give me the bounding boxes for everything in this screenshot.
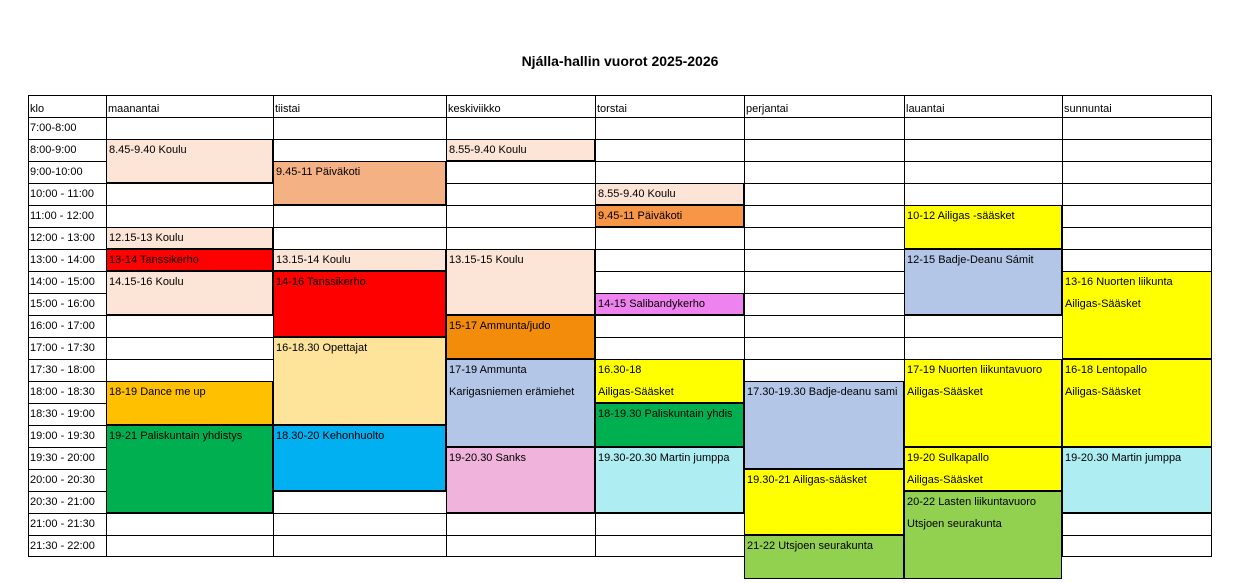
schedule-event — [106, 249, 273, 271]
schedule-event — [273, 337, 446, 425]
event-text: 12-15 Badje-Deanu Sámit — [907, 254, 1034, 266]
time-label: 19:00 - 19:30 — [30, 430, 95, 442]
header-day-2: tiistai — [275, 103, 301, 115]
event-text: 9.45-11 Päiväkoti — [598, 210, 683, 222]
event-text: 15-17 Ammunta/judo — [449, 320, 551, 332]
time-label: 18:30 - 19:00 — [30, 408, 95, 420]
event-text: 13.15-14 Koulu — [276, 254, 351, 266]
event-text: 18.30-20 Kehonhuolto — [276, 430, 385, 442]
event-text: Ailigas-Sääsket — [598, 386, 674, 398]
event-text: Ailigas-Sääsket — [907, 386, 983, 398]
schedule-event — [595, 205, 744, 227]
schedule-event — [1062, 359, 1212, 447]
event-text: Ailigas-Sääsket — [1065, 386, 1141, 398]
schedule-event — [446, 315, 595, 359]
event-text: 18-19.30 Paliskuntain yhdis — [598, 408, 733, 420]
header-day-4: torstai — [597, 103, 627, 115]
schedule-event — [595, 447, 744, 513]
schedule-event — [904, 447, 1062, 491]
event-text: 17.30-19.30 Badje-deanu sami — [747, 386, 898, 398]
schedule-event — [446, 359, 595, 447]
schedule-event — [106, 271, 273, 315]
event-text: 14-15 Salibandykerho — [598, 298, 706, 310]
schedule-event — [273, 249, 446, 271]
event-text: 19-20.30 Sanks — [449, 452, 527, 464]
time-label: 10:00 - 11:00 — [30, 188, 95, 200]
schedule-event — [106, 139, 273, 183]
event-text: 21-22 Utsjoen seurakunta — [747, 540, 873, 552]
event-text: Ailigas-Sääsket — [907, 474, 983, 486]
header-day-1: maanantai — [108, 103, 160, 115]
event-text: 16-18.30 Opettajat — [276, 342, 368, 354]
header-klo: klo — [30, 103, 45, 115]
header-day-7: sunnuntai — [1064, 103, 1112, 115]
time-label: 17:00 - 17:30 — [30, 342, 95, 354]
time-label: 8:00-9:00 — [30, 144, 77, 156]
schedule-event — [595, 293, 744, 315]
schedule-event — [744, 381, 904, 469]
time-label: 13:00 - 14:00 — [30, 254, 95, 266]
grid-hline — [28, 337, 1212, 338]
event-text: 13-14 Tanssikerho — [109, 254, 199, 266]
schedule-event — [595, 403, 744, 447]
event-text: Karigasniemen erämiehet — [449, 386, 575, 398]
time-label: 14:00 - 15:00 — [30, 276, 95, 288]
event-text: 13-16 Nuorten liikunta — [1065, 276, 1173, 288]
schedule-event — [446, 249, 595, 315]
event-text: Ailigas-Sääsket — [1065, 298, 1141, 310]
schedule-event — [1062, 447, 1212, 513]
schedule-event — [904, 359, 1062, 447]
schedule-event — [273, 161, 446, 205]
time-label: 20:00 - 20:30 — [30, 474, 95, 486]
event-text: 16.30-18 — [598, 364, 642, 376]
time-label: 21:00 - 21:30 — [30, 518, 95, 530]
schedule-event — [106, 227, 273, 249]
grid-hline — [28, 117, 1212, 118]
schedule-event — [106, 381, 273, 425]
event-text: 14.15-16 Koulu — [109, 276, 184, 288]
event-text: 16-18 Lentopallo — [1065, 364, 1147, 376]
time-label: 20:30 - 21:00 — [30, 496, 95, 508]
schedule-event — [904, 249, 1062, 315]
event-text: 19.30-20.30 Martin jumppa — [598, 452, 730, 464]
event-text: 18-19 Dance me up — [109, 386, 206, 398]
event-text: 19-20 Sulkapallo — [907, 452, 989, 464]
time-label: 18:00 - 18:30 — [30, 386, 95, 398]
time-label: 17:30 - 18:00 — [30, 364, 95, 376]
schedule-event — [904, 205, 1062, 249]
time-label: 15:00 - 16:00 — [30, 298, 95, 310]
event-text: 19-20.30 Martin jumppa — [1065, 452, 1182, 464]
schedule-event — [744, 535, 904, 579]
time-label: 12:00 - 13:00 — [30, 232, 95, 244]
event-text: 9.45-11 Päiväkoti — [276, 166, 361, 178]
schedule-table — [28, 95, 1212, 557]
event-text: 19.30-21 Ailigas-sääsket — [747, 474, 867, 486]
time-label: 16:00 - 17:00 — [30, 320, 95, 332]
event-text: 17-19 Nuorten liikuntavuoro — [907, 364, 1043, 376]
time-label: 9:00-10:00 — [30, 166, 83, 178]
header-day-3: keskiviikko — [448, 103, 501, 115]
event-text: 12.15-13 Koulu — [109, 232, 184, 244]
header-day-5: perjantai — [746, 103, 789, 115]
event-text: Utsjoen seurakunta — [907, 518, 1002, 530]
event-text: 17-19 Ammunta — [449, 364, 527, 376]
schedule-event — [1062, 271, 1212, 359]
event-text: 10-12 Ailigas -sääsket — [907, 210, 1015, 222]
event-text: 13.15-15 Koulu — [449, 254, 524, 266]
schedule-event — [106, 425, 273, 513]
time-label: 7:00-8:00 — [30, 122, 77, 134]
event-text: 14-16 Tanssikerho — [276, 276, 366, 288]
time-label: 21:30 - 22:00 — [30, 540, 95, 552]
grid-hline — [28, 315, 1212, 316]
schedule-event — [446, 139, 595, 161]
event-text: 8.55-9.40 Koulu — [598, 188, 676, 200]
event-text: 20-22 Lasten liikuntavuoro — [907, 496, 1037, 508]
schedule-event — [273, 271, 446, 337]
page-title: Njálla-hallin vuorot 2025-2026 — [521, 53, 719, 69]
event-text: 19-21 Paliskuntain yhdistys — [109, 430, 243, 442]
event-text: 8.45-9.40 Koulu — [109, 144, 187, 156]
time-label: 11:00 - 12:00 — [30, 210, 95, 222]
header-day-6: lauantai — [906, 103, 945, 115]
schedule-event — [273, 425, 446, 491]
time-label: 19:30 - 20:00 — [30, 452, 95, 464]
schedule-event — [744, 469, 904, 535]
schedule-event — [904, 491, 1062, 579]
event-text: 8.55-9.40 Koulu — [449, 144, 527, 156]
schedule-event — [595, 183, 744, 205]
schedule-event — [446, 447, 595, 513]
schedule-event — [595, 359, 744, 403]
